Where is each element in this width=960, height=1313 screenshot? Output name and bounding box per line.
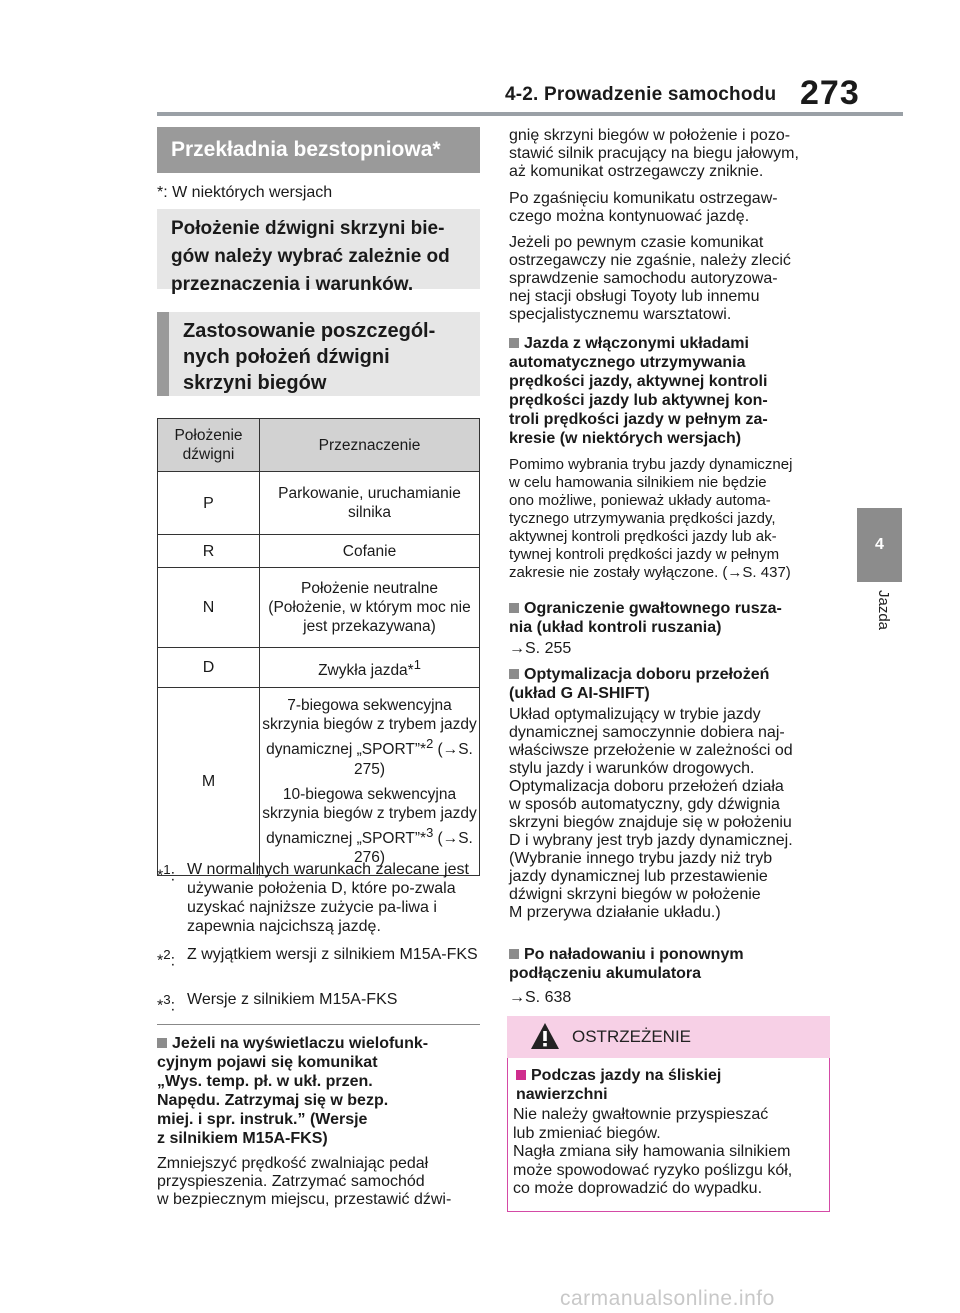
warning-subheading: Podczas jazdy na śliskiej nawierzchni	[516, 1067, 722, 1103]
bullet-square-icon	[509, 603, 519, 613]
subsection-heading-box	[157, 312, 480, 396]
table-row	[158, 688, 480, 876]
subheading-ai-shift: Optymalizacja doboru przełożeń (układ G AI-SHIFT)	[509, 666, 770, 702]
bullet-square-icon	[516, 1070, 526, 1080]
paragraph: Po zgaśnięciu komunikatu ostrzegaw- czego można kontynuować jazdę.	[509, 190, 778, 225]
page-number: 273	[800, 74, 860, 112]
intro-line: przeznaczenia i warunków.	[171, 274, 414, 295]
gear-purpose-text: Zwykła jazda*	[318, 662, 414, 680]
footnote-text: W normalnych warunkach zalecane jest używanie położenia D, które po-zwala uzyskać najniższe zużycie pa-liwa i zapewnia najcichszą jazdę.	[187, 861, 469, 935]
gear-position: P	[158, 472, 260, 535]
warning-title: OSTRZEŻENIE	[572, 1027, 692, 1046]
bullet-square-icon	[509, 669, 519, 679]
gear-purpose	[260, 648, 480, 688]
footnote	[157, 860, 480, 936]
table-header-position: Położenie dźwigni	[158, 419, 260, 472]
gear-position: M	[158, 688, 260, 876]
footnote-label: *$^1$:	[157, 862, 176, 885]
footnote-ref: 2	[426, 736, 434, 752]
footnote-label: *$^2$:	[157, 947, 176, 970]
paragraph: Układ optymalizujący w trybie jazdy dynamicznej samoczynnie dobiera naj- właściwsze przełożenie w zależności od stylu jazdy i warunków drogowych. Optymalizacja doboru przełożeń działa w sposób automatyczny, gdy dźwignia skrzyni biegów znajduje się w położeniu D i wybrany jest tryb jazdy dynamicznej. (Wybranie innego trybu jazdy niż tryb jazdy dynamicznej lub przestawienie dźwigni skrzyni biegów w położenie M przerywa działanie układu.)	[509, 706, 793, 921]
page-ref[interactable]: →S. 255	[509, 640, 572, 657]
gear-position: D	[158, 648, 260, 688]
paragraph: gnię skrzyni biegów w położenie i pozo- stawić silnik pracujący na biegu jałowym, aż komunikat ostrzegawczy zniknie.	[509, 127, 799, 180]
section-banner: Przekładnia bezstopniowa*	[157, 127, 480, 173]
table-row	[158, 472, 480, 535]
chapter-label: Jazda	[875, 590, 892, 631]
watermark: carmanualsonline.info	[560, 1287, 775, 1310]
warning-text: Nie należy gwałtownie przyspieszać lub zmieniać biegów. Nagła zmiana siły hamowania silnikiem może spowodować ryzyko poślizgu kół, co może doprowadzić do wypadku.	[513, 1106, 793, 1197]
gear-position: R	[158, 535, 260, 568]
gear-purpose: Położenie neutralne (Położenie, w którym moc nie jest przekazywana)	[260, 568, 480, 648]
page-ref[interactable]: →S. 638	[509, 989, 572, 1006]
subheading-warning-message: Jeżeli na wyświetlaczu wielofunk- cyjnym pojawi się komunikat „Wys. temp. pł. w ukł. przen. Napędu. Zatrzymaj się w bezp. miej. i spr. instruk.” (Wersje z silnikiem M15A-FKS)	[157, 1035, 429, 1147]
divider	[157, 1024, 480, 1025]
intro-line: Położenie dźwigni skrzyni bie-	[171, 218, 445, 239]
bullet-square-icon	[157, 1038, 167, 1048]
gear-purpose: Cofanie	[260, 535, 480, 568]
page-ref[interactable]: (→S. 276)	[353, 829, 473, 866]
footnote	[157, 945, 480, 970]
intro-line: gów należy wybrać zależnie od	[171, 246, 450, 267]
header-rule	[157, 112, 903, 116]
version-note: *: W niektórych wersjach	[157, 184, 333, 201]
table-header-purpose: Przeznaczenie	[260, 419, 480, 472]
paragraph: Pomimo wybrania trybu jazdy dynamicznej w celu hamowania silnikiem nie będzie ono możliwe, ponieważ układy automa- tycznego utrzymywania prędkości jazdy, aktywnej kontroli prędkości jazdy lub ak- tywnej kontroli prędkości jazdy w pełnym zakresie nie zostały wyłączone. (→S. 437)	[509, 456, 793, 581]
gear-position-table	[157, 418, 480, 876]
footnote-text: Wersje z silnikiem M15A-FKS	[187, 991, 398, 1008]
footnote-label: *$^3$:	[157, 992, 176, 1015]
table-row	[158, 535, 480, 568]
subsection-heading-line: skrzyni biegów	[183, 372, 327, 394]
paragraph: Zmniejszyć prędkość zwalniając pedał przyspieszenia. Zatrzymać samochód w bezpiecznym miejscu, przestawić dźwi-	[157, 1155, 452, 1208]
page-ref[interactable]: (→S. 275)	[353, 741, 473, 778]
subheading-cruise-control: Jazda z włączonymi układami automatycznego utrzymywania prędkości jazdy, aktywnej kontroli prędkości jazdy lub aktywnej kon- troli prędkości jazdy w pełnym za- kresie (w niektórych wersjach)	[509, 335, 768, 447]
section-title: 4-2. Prowadzenie samochodu	[505, 84, 777, 105]
table-header-row	[158, 419, 480, 472]
gear-purpose	[260, 688, 480, 876]
gear-position: N	[158, 568, 260, 648]
bullet-square-icon	[509, 949, 519, 959]
chapter-tab[interactable]: 4	[857, 508, 902, 582]
subheading-battery: Po naładowaniu i ponownym podłączeniu akumulatora	[509, 946, 744, 982]
intro-box	[157, 209, 480, 295]
warning-triangle-icon	[530, 1022, 560, 1050]
bullet-square-icon	[509, 338, 519, 348]
table-row	[158, 568, 480, 648]
footnote	[157, 990, 480, 1015]
subsection-heading-line: Zastosowanie poszczegól-	[183, 320, 436, 342]
gear-purpose-text: 10-biegowa sekwencyjna skrzynia biegów z trybem jazdy dynamicznej „SPORT”*	[262, 785, 477, 847]
subsection-heading-line: nych położeń dźwigni	[183, 346, 390, 368]
table-row	[158, 648, 480, 688]
footnote-text: Z wyjątkiem wersji z silnikiem M15A-FKS	[187, 946, 478, 963]
footnote-ref: 1	[413, 656, 421, 672]
subheading-launch-control: Ograniczenie gwałtownego rusza- nia (układ kontroli ruszania)	[509, 600, 782, 636]
gear-purpose: Parkowanie, uruchamianie silnika	[260, 472, 480, 535]
footnote-ref: 3	[426, 824, 434, 840]
paragraph: Jeżeli po pewnym czasie komunikat ostrzegawczy nie zgaśnie, należy zlecić sprawdzenie samochodu autoryzowa- nej stacji obsługi Toyoty lub innemu specjalistycznemu warsztatowi.	[509, 234, 791, 323]
gear-purpose-text: 7-biegowa sekwencyjna skrzynia biegów z trybem jazdy dynamicznej „SPORT”*	[262, 697, 477, 759]
